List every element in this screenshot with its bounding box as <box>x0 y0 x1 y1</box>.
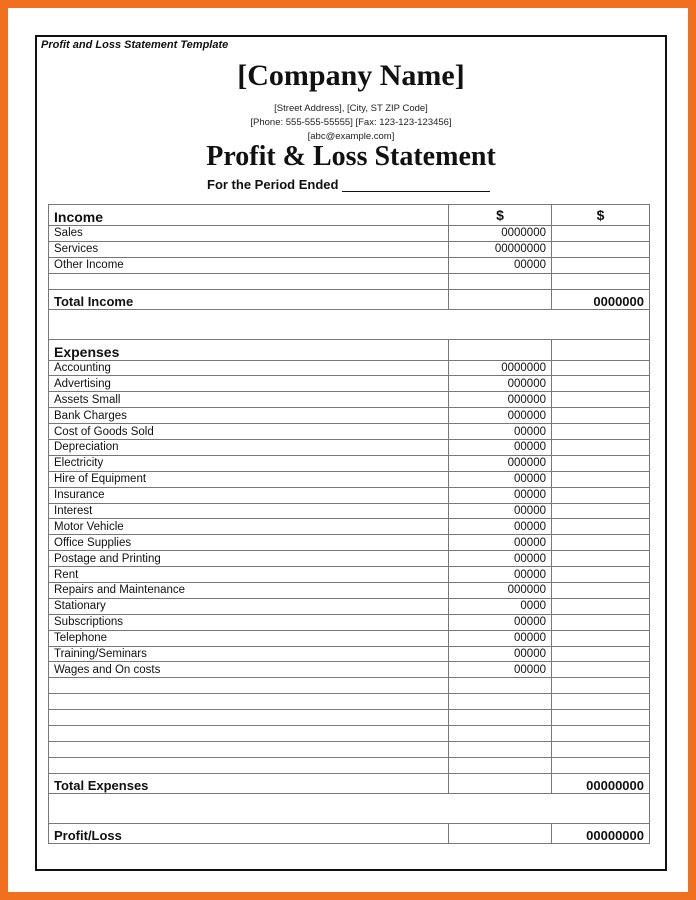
table-row <box>49 455 650 471</box>
income-header-row <box>49 205 650 226</box>
empty-row <box>49 694 650 710</box>
profit-loss-amount: 00000000 <box>552 823 650 843</box>
empty-row <box>49 741 650 757</box>
total-expenses-amount: 00000000 <box>552 773 650 793</box>
total-income-amount: 0000000 <box>552 289 650 309</box>
table-row <box>49 630 650 646</box>
expense-amount: 0000000 <box>449 360 552 376</box>
table-row <box>49 408 650 424</box>
expense-amount: 00000 <box>449 567 552 583</box>
expense-label: Repairs and Maintenance <box>49 583 449 599</box>
expense-amount: 00000 <box>449 440 552 456</box>
expense-label: Rent <box>49 567 449 583</box>
income-label: Other Income <box>49 257 449 273</box>
income-amount: 00000 <box>449 257 552 273</box>
expense-label: Depreciation <box>49 440 449 456</box>
table-row <box>49 241 650 257</box>
period-line <box>207 177 490 192</box>
email-line: [abc@example.com] <box>307 131 395 142</box>
expense-amount: 000000 <box>449 583 552 599</box>
expense-amount: 00000 <box>449 535 552 551</box>
pl-table <box>48 204 650 844</box>
income-label: Services <box>49 241 449 257</box>
expense-label: Training/Seminars <box>49 646 449 662</box>
expense-label: Cost of Goods Sold <box>49 424 449 440</box>
expense-amount: 000000 <box>449 392 552 408</box>
statement-document <box>35 35 667 871</box>
expense-label: Wages and On costs <box>49 662 449 678</box>
expense-label: Telephone <box>49 630 449 646</box>
table-row <box>49 598 650 614</box>
table-row <box>49 257 650 273</box>
table-row <box>49 614 650 630</box>
profit-loss-row <box>49 823 650 843</box>
currency-header: $ <box>449 205 552 226</box>
table-row <box>49 226 650 242</box>
table-row <box>49 583 650 599</box>
expense-label: Office Supplies <box>49 535 449 551</box>
expense-label: Postage and Printing <box>49 551 449 567</box>
expense-label: Motor Vehicle <box>49 519 449 535</box>
total-income-label: Total Income <box>49 289 449 309</box>
empty-row <box>49 678 650 694</box>
currency-header: $ <box>552 205 650 226</box>
table-row <box>49 471 650 487</box>
expense-label: Assets Small <box>49 392 449 408</box>
expense-amount: 00000 <box>449 614 552 630</box>
expense-label: Interest <box>49 503 449 519</box>
expenses-header-row <box>49 339 650 360</box>
table-row <box>49 567 650 583</box>
expense-label: Hire of Equipment <box>49 471 449 487</box>
income-label: Sales <box>49 226 449 242</box>
empty-row <box>49 273 650 289</box>
income-amount: 00000000 <box>449 241 552 257</box>
table-row <box>49 646 650 662</box>
spacer-row <box>49 309 650 339</box>
expense-amount: 00000 <box>449 424 552 440</box>
expense-label: Accounting <box>49 360 449 376</box>
contact-line: [Phone: 555-555-55555] [Fax: 123-123-123456] <box>250 117 452 128</box>
expense-amount: 00000 <box>449 551 552 567</box>
expense-label: Insurance <box>49 487 449 503</box>
period-blank-field <box>342 179 490 192</box>
period-label: For the Period Ended <box>207 177 339 192</box>
total-expenses-label: Total Expenses <box>49 773 449 793</box>
total-income-row <box>49 289 650 309</box>
expense-amount: 000000 <box>449 376 552 392</box>
expense-amount: 00000 <box>449 503 552 519</box>
table-row <box>49 519 650 535</box>
page-background <box>8 8 688 892</box>
expense-amount: 00000 <box>449 471 552 487</box>
company-name: [Company Name] <box>237 59 465 92</box>
expense-amount: 0000 <box>449 598 552 614</box>
total-expenses-row <box>49 773 650 793</box>
template-title: Profit and Loss Statement Template <box>41 39 229 51</box>
table-row <box>49 535 650 551</box>
table-row <box>49 376 650 392</box>
expense-label: Stationary <box>49 598 449 614</box>
income-amount: 0000000 <box>449 226 552 242</box>
empty-row <box>49 710 650 726</box>
expense-label: Advertising <box>49 376 449 392</box>
table-row <box>49 392 650 408</box>
expense-amount: 00000 <box>449 646 552 662</box>
table-row <box>49 503 650 519</box>
expense-amount: 00000 <box>449 662 552 678</box>
profit-loss-label: Profit/Loss <box>49 823 449 843</box>
expense-amount: 000000 <box>449 408 552 424</box>
expense-amount: 00000 <box>449 487 552 503</box>
expense-amount: 000000 <box>449 455 552 471</box>
table-row <box>49 440 650 456</box>
address-line: [Street Address], [City, ST ZIP Code] <box>274 103 428 114</box>
table-row <box>49 487 650 503</box>
expense-label: Subscriptions <box>49 614 449 630</box>
table-row <box>49 662 650 678</box>
empty-row <box>49 757 650 773</box>
table-row <box>49 424 650 440</box>
income-header: Income <box>49 205 449 226</box>
expense-amount: 00000 <box>449 519 552 535</box>
expense-amount: 00000 <box>449 630 552 646</box>
expense-label: Bank Charges <box>49 408 449 424</box>
statement-title: Profit & Loss Statement <box>206 141 496 172</box>
table-row <box>49 551 650 567</box>
expenses-header: Expenses <box>49 339 449 360</box>
empty-row <box>49 726 650 742</box>
spacer-row <box>49 793 650 823</box>
expense-label: Electricity <box>49 455 449 471</box>
table-row <box>49 360 650 376</box>
